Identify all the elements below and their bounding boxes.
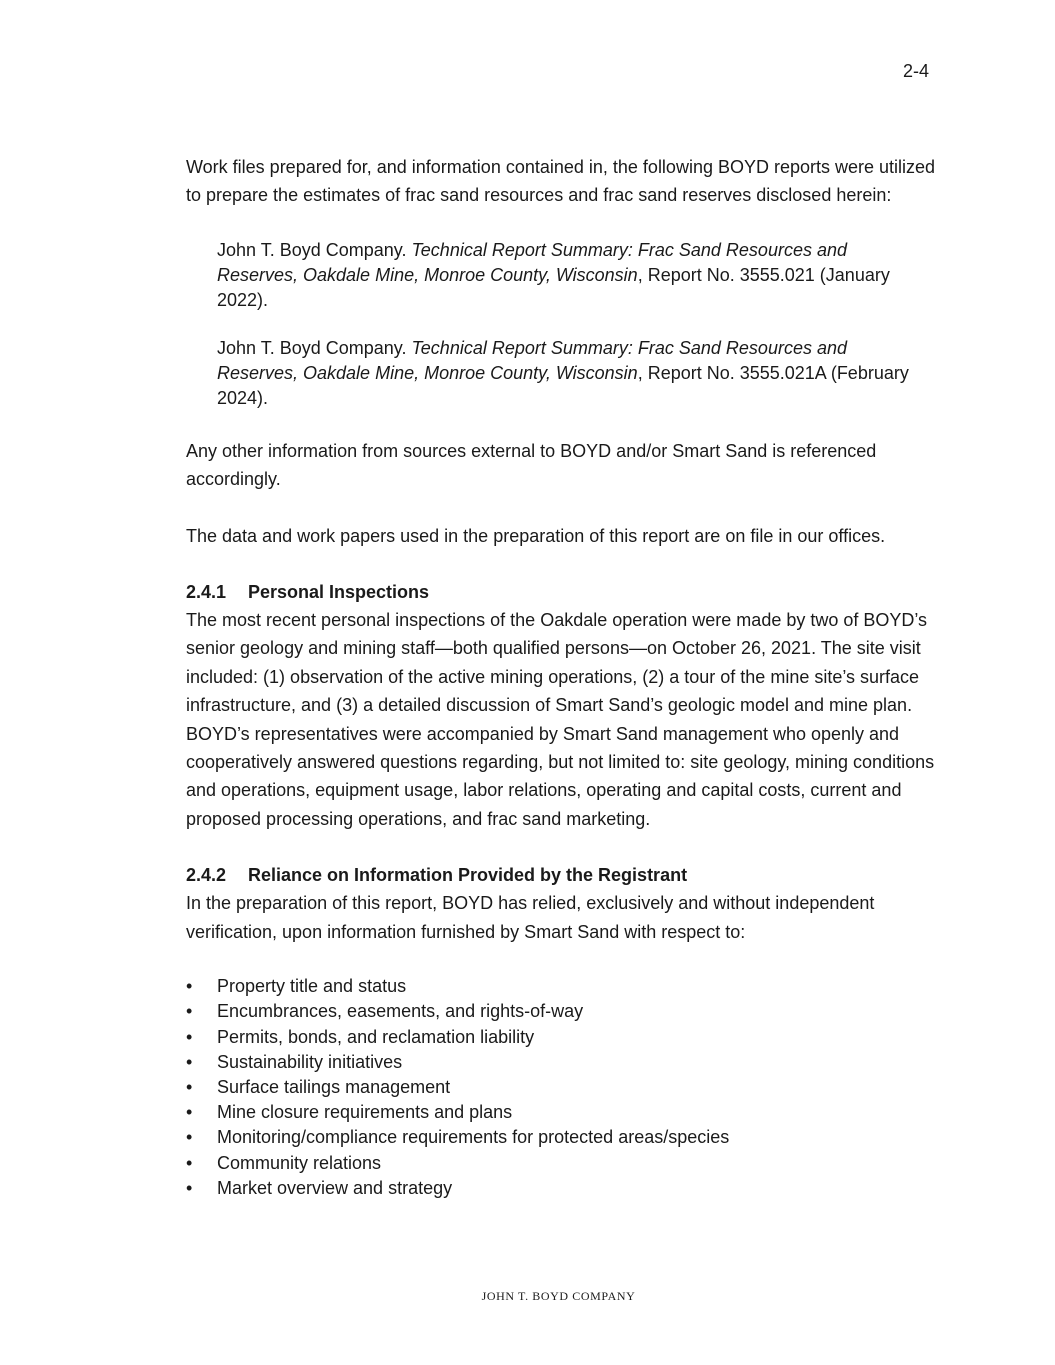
list-item: • Mine closure requirements and plans xyxy=(186,1100,946,1125)
reference-item xyxy=(217,336,927,411)
list-item: • Encumbrances, easements, and rights-of-way xyxy=(186,999,946,1024)
reference-author: John T. Boyd Company. xyxy=(217,337,412,358)
section-title: Personal Inspections xyxy=(248,582,430,603)
reference-title: Technical Report Summary: Frac Sand Resources and Reserves, Oakdale Mine, Monroe County, Wisconsin xyxy=(217,239,847,285)
page-number: 2-4 xyxy=(903,61,930,81)
list-item: • Permits, bonds, and reclamation liability xyxy=(186,1025,946,1050)
section-number: 2.4.1 xyxy=(186,582,227,603)
personal-inspections-paragraph: The most recent personal inspections of the Oakdale operation were made by two of BOYD’s senior geology and mining staff—both qualified persons—on October 26, 2021. The site visit included: (1) observation of the active mining operations, (2) a tour of the mine site’s surface infrastructure, and (3) a detailed discussion of Smart Sand’s geologic model and mine plan. BOYD’s representatives were accompanied by Smart Sand management who openly and cooperatively answered questions regarding, but not limited to: site geology, mining conditions and operations, equipment usage, labor relations, operating and capital costs, current and proposed processing operations, and frac sand marketing. xyxy=(186,610,935,829)
list-item: • Monitoring/compliance requirements for protected areas/species xyxy=(186,1125,946,1150)
reference-title: Technical Report Summary: Frac Sand Resources and Reserves, Oakdale Mine, Monroe County, Wisconsin xyxy=(217,337,847,383)
list-item: • Property title and status xyxy=(186,974,946,999)
section-title: Reliance on Information Provided by the Registrant xyxy=(248,865,688,886)
reference-author: John T. Boyd Company. xyxy=(217,239,412,260)
section-number: 2.4.2 xyxy=(186,865,227,886)
reliance-bullet-list xyxy=(186,974,946,1201)
intro-paragraph: Work files prepared for, and information contained in, the following BOYD reports were utilized to prepare the estimates of frac sand resources and frac sand reserves disclosed herein: xyxy=(186,157,936,206)
list-item: • Community relations xyxy=(186,1151,946,1176)
external-info-paragraph: Any other information from sources external to BOYD and/or Smart Sand is referenced accordingly. xyxy=(186,440,877,490)
list-item: • Surface tailings management xyxy=(186,1075,946,1100)
reference-details: , Report No. 3555.021 (January 2022). xyxy=(217,264,890,310)
data-on-file-paragraph: The data and work papers used in the preparation of this report are on file in our offices. xyxy=(186,525,886,546)
section-heading-2-4-2 xyxy=(186,861,946,889)
list-item: • Market overview and strategy xyxy=(186,1176,946,1201)
page-content xyxy=(186,153,946,1201)
reference-list xyxy=(186,238,946,411)
list-item: • Sustainability initiatives xyxy=(186,1050,946,1075)
section-heading-2-4-1 xyxy=(186,578,946,606)
reliance-paragraph: In the preparation of this report, BOYD has relied, exclusively and without independent verification, upon information furnished by Smart Sand with respect to: xyxy=(186,893,875,942)
reference-details: , Report No. 3555.021A (February 2024). xyxy=(217,362,909,408)
reference-item xyxy=(217,238,927,313)
page-footer: JOHN T. BOYD COMPANY xyxy=(481,1289,636,1303)
